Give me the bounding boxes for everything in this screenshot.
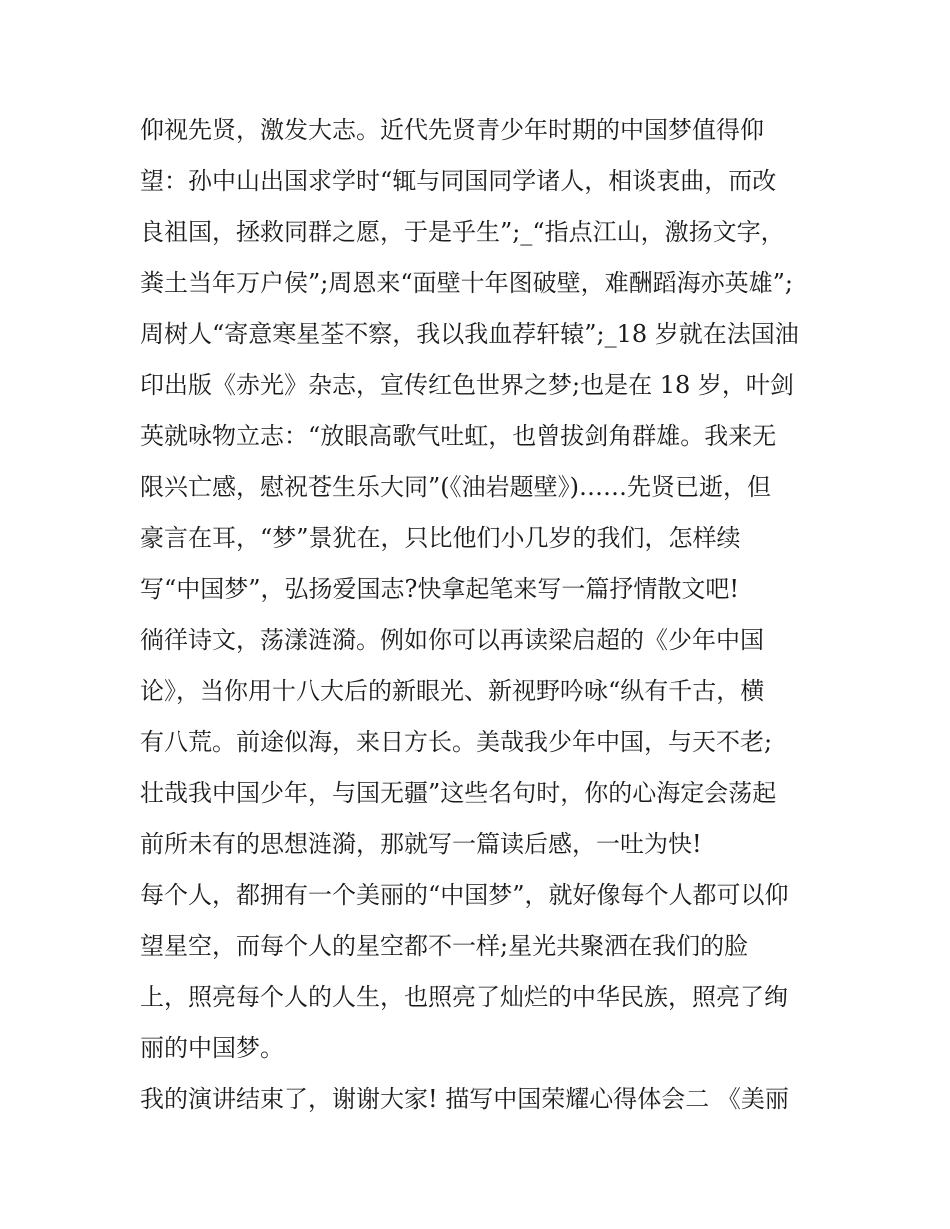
text-line: 粪土当年万户侯”;周恩来“面壁十年图破壁，难酬蹈海亦英雄”; <box>140 269 793 297</box>
text-line: 仰视先贤，激发大志。近代先贤青少年时期的中国梦值得仰 <box>140 116 764 144</box>
text-line: 我的演讲结束了，谢谢大家! 描写中国荣耀心得体会二 《美丽 <box>140 1085 789 1113</box>
text-line: 丽的中国梦。 <box>140 1034 284 1062</box>
text-line: 每个人，都拥有一个美丽的“中国梦”，就好像每个人都可以仰 <box>140 881 789 909</box>
text-line: 限兴亡感，慰祝苍生乐大同”(《油岩题壁》)……先贤已逝，但 <box>140 473 771 501</box>
text-line: 前所未有的思想涟漪，那就写一篇读后感，一吐为快! <box>140 830 702 858</box>
text-line: 论》，当你用十八大后的新眼光、新视野吟咏“纵有千古，横 <box>140 677 765 705</box>
text-line: 周树人“寄意寒星荃不察，我以我血荐轩辕”;_18 岁就在法国油 <box>140 320 799 348</box>
body-text <box>140 110 820 1130</box>
text-line: 良祖国，拯救同群之愿，于是乎生”;_“指点江山，激扬文字， <box>140 218 785 246</box>
text-line: 写“中国梦”，弘扬爱国志?快拿起笔来写一篇抒情散文吧! <box>140 575 740 603</box>
text-line: 壮哉我中国少年，与国无疆”这些名句时，你的心海定会荡起 <box>140 779 777 807</box>
text-line: 印出版《赤光》杂志，宣传红色世界之梦;也是在 18 岁，叶剑 <box>140 371 794 399</box>
text-line: 上，照亮每个人的人生，也照亮了灿烂的中华民族，照亮了绚 <box>140 983 788 1011</box>
text-line: 英就咏物立志：“放眼高歌气吐虹，也曾拔剑角群雄。我来无 <box>140 422 777 450</box>
text-line: 徜徉诗文，荡漾涟漪。例如你可以再读梁启超的《少年中国 <box>140 626 764 654</box>
text-line: 望：孙中山出国求学时“辄与同国同学诸人，相谈衷曲，而改 <box>140 167 777 195</box>
text-line: 豪言在耳，“梦”景犹在，只比他们小几岁的我们，怎样续 <box>140 524 741 552</box>
text-line: 有八荒。前途似海，来日方长。美哉我少年中国，与天不老; <box>140 728 773 756</box>
text-line: 望星空，而每个人的星空都不一样;星光共聚洒在我们的脸 <box>140 932 749 960</box>
